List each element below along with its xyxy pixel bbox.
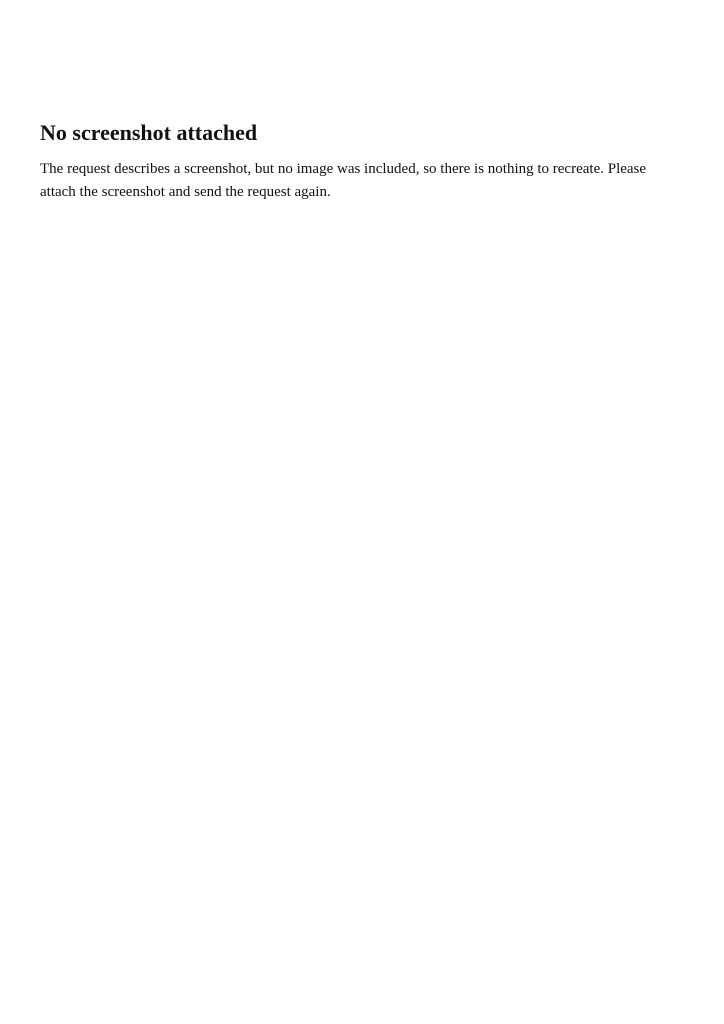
notice-message: The request describes a screenshot, but no image was included, so there is nothing to recreate. Please attach the screenshot and send the request again. — [40, 161, 647, 200]
notice-title: No screenshot attached — [40, 120, 258, 145]
missing-image-notice — [40, 120, 680, 203]
